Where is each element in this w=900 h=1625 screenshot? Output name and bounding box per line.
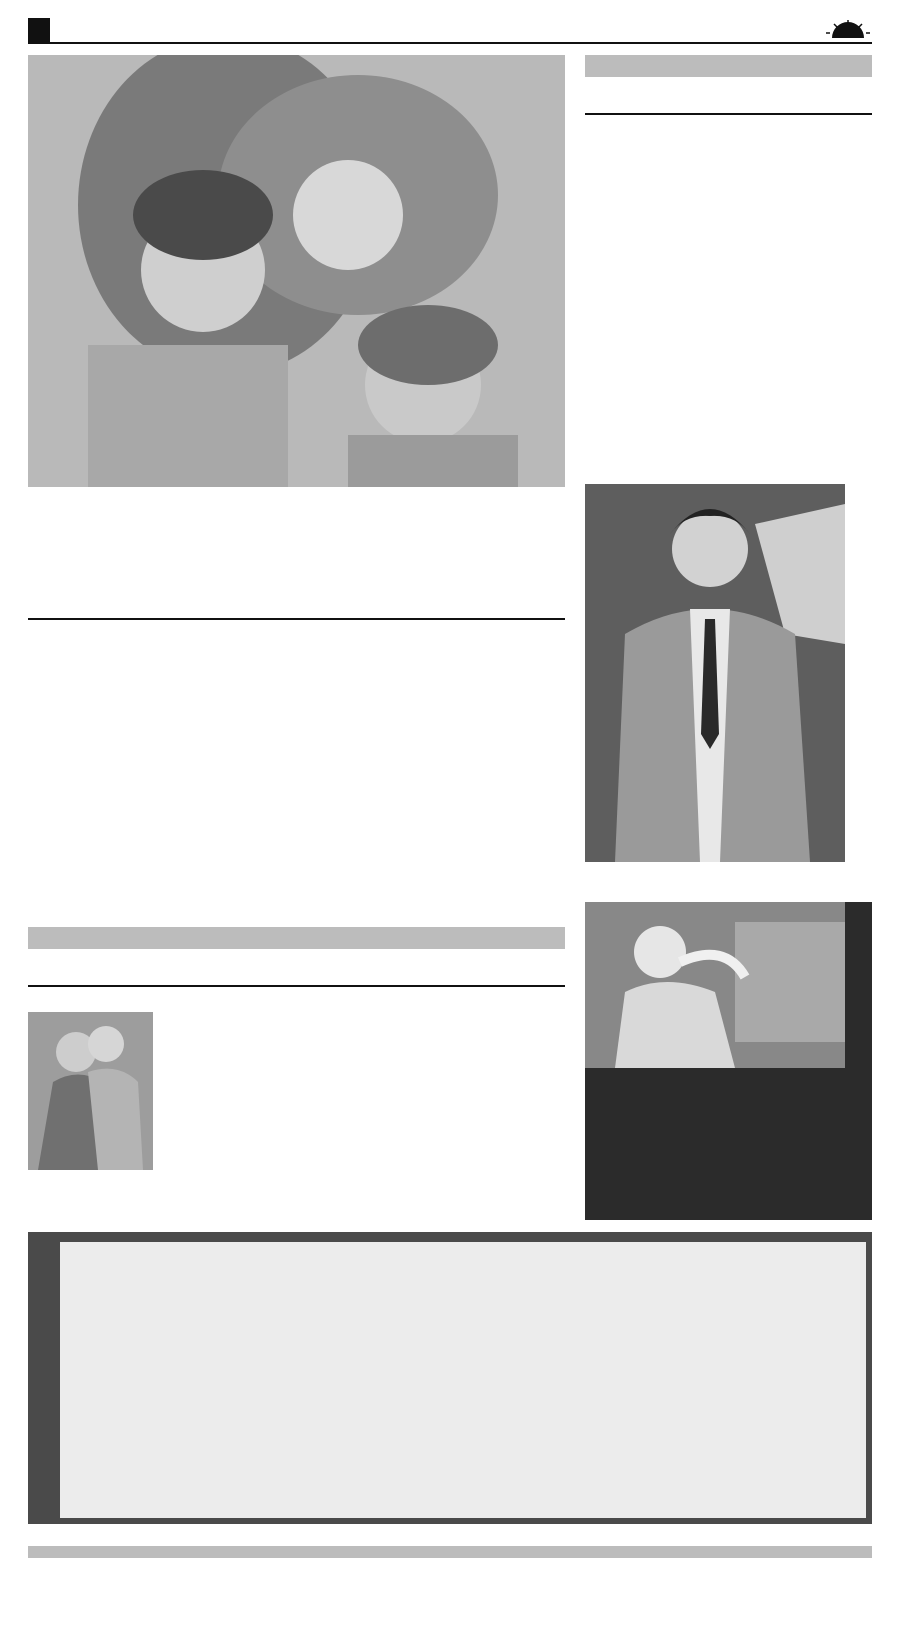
horoscopes-title bbox=[30, 1292, 58, 1472]
lady-gaga-photo bbox=[585, 902, 845, 1068]
drake-heading-rule bbox=[585, 113, 872, 115]
main-col1 bbox=[28, 632, 156, 636]
gaga-box bbox=[585, 902, 872, 1220]
horoscopes-panel bbox=[28, 1232, 872, 1524]
horoscopes-grid bbox=[60, 1242, 866, 1518]
besos-band bbox=[28, 927, 565, 949]
drake-top-band bbox=[585, 55, 872, 77]
headline-rule bbox=[28, 618, 565, 620]
besos-heading-rule bbox=[28, 985, 565, 987]
besos-col2 bbox=[304, 988, 434, 994]
page-number bbox=[28, 18, 50, 42]
shakira-family-photo bbox=[28, 55, 565, 487]
drake-bell-photo bbox=[585, 484, 845, 862]
sun-logo-icon bbox=[826, 20, 870, 38]
page-header bbox=[28, 18, 872, 44]
main-col4 bbox=[436, 624, 565, 626]
besos-col3 bbox=[442, 988, 565, 994]
kiss-photo bbox=[28, 1012, 153, 1170]
header-rule bbox=[28, 42, 872, 44]
bottom-rule bbox=[28, 1546, 872, 1558]
besos-col1 bbox=[166, 1000, 296, 1006]
